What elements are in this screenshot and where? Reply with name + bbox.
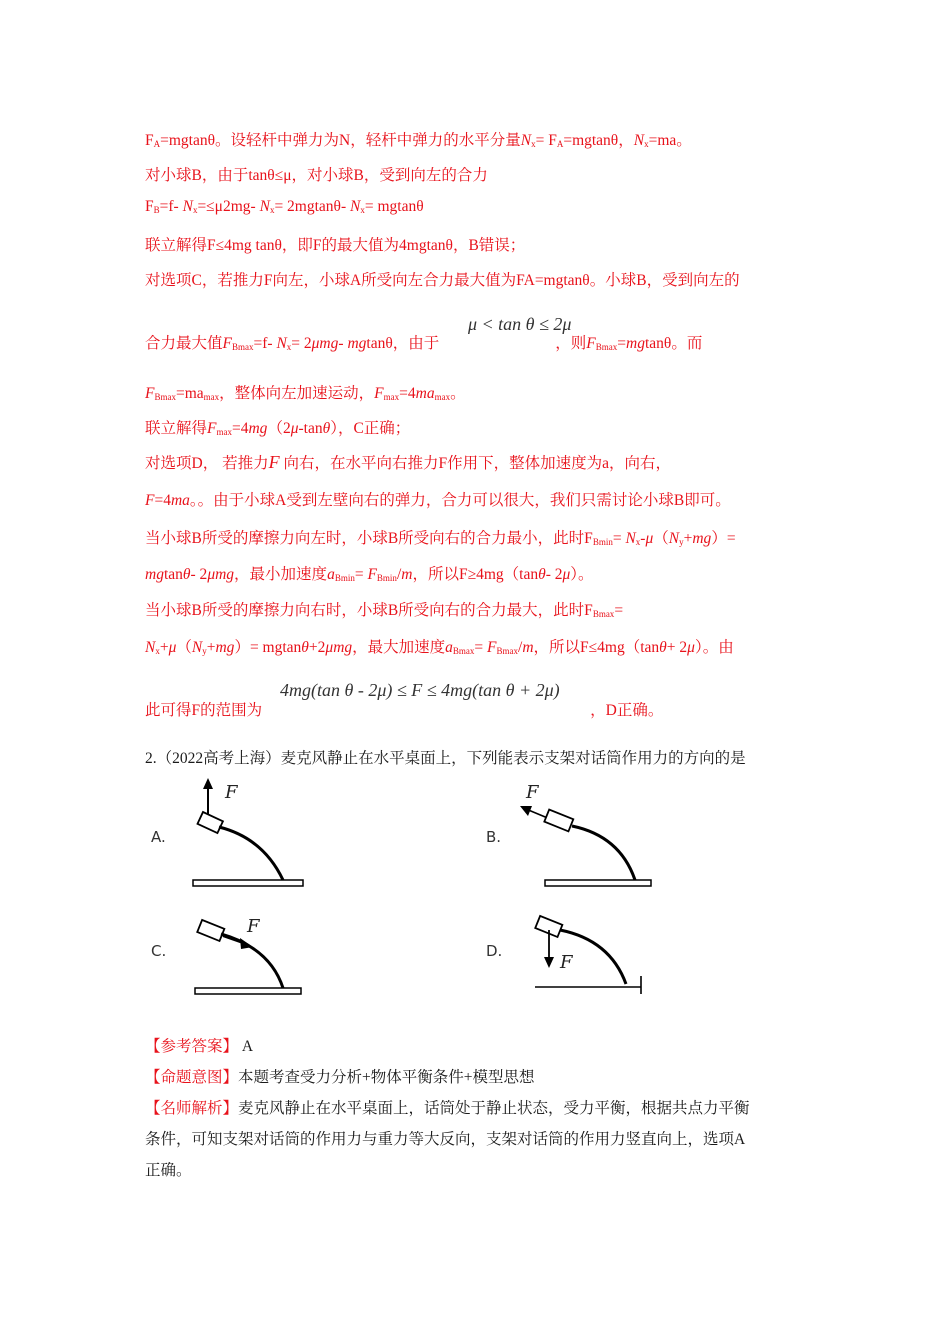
solution-line-6: 合力最大值$F_{Bmax}=f-$ $N_x= 2\mu mg-$ mgtanθ，由于 ，则$F_{Bmax}=mgtan\theta$。而 (145, 335, 703, 352)
option-b-diagram (480, 776, 660, 894)
solution-line-10: F=4ma。。由于小球A受到左壁向右的弹力，合力可以很大，我们只需讨论小球B即可。 (145, 492, 731, 509)
solution-line-8: 联立解得$F_{max}=4mg(2\mu-\tan\theta)$，C正确； (145, 420, 411, 437)
option-b-table (545, 880, 651, 886)
analysis-line-2: 条件，可知支架对话筒的作用力与重力等大反向，支架对话筒的作用力竖直向上，选项A (145, 1131, 746, 1148)
option-a-microphone (197, 812, 222, 833)
option-a-diagram (145, 776, 305, 894)
option-b-force-label: F (526, 782, 539, 803)
solution-line-3: $F_B=f-$ $N_x=\le\mu 2mg-$ $N_x= 2mgtan\theta-$ $N_x= mgtan\theta$ (145, 198, 424, 215)
option-a-table (193, 880, 303, 886)
intent-line: 【命题意图】本题考查受力分析+物体平衡条件+模型思想 (145, 1069, 535, 1086)
option-c-stand (221, 934, 283, 988)
option-d-arrowhead (544, 957, 554, 968)
option-a-letter: A. (151, 828, 166, 846)
solution-line-11: 当小球B所受的摩擦力向左时，小球B所受向右的合力最小，此时$F_{Bmin}= N_x-\mu(N_y+mg)=$ (145, 530, 736, 547)
option-b-letter: B. (486, 828, 502, 846)
solution-line-9: 对选项D， 若推力F 向右，在水平向右推力F作用下，整体加速度为a，向右， (145, 452, 671, 472)
option-c-letter: C. (151, 942, 167, 960)
option-c-diagram (145, 910, 315, 1000)
option-a-stand (219, 827, 283, 880)
analysis-line-3: 正确。 (145, 1162, 192, 1179)
inequality-mu-tan: μ < tan θ ≤ 2μ (468, 314, 572, 334)
solution-line-12: mgtanθ- 2μmg，最小加速度$a_{Bmin}= F_{Bmin}/m$，所以F≥4mg（tanθ- 2μ）。 (145, 566, 594, 583)
question-2-stem: 2.（2022高考上海）麦克风静止在水平桌面上，下列能表示支架对话筒作用力的方向的是 (145, 750, 746, 767)
option-a-force-label: F (225, 782, 238, 803)
option-c-table (195, 988, 301, 994)
option-d-diagram (480, 910, 660, 1000)
option-a-arrowhead (203, 778, 213, 789)
answer-line: 【参考答案】 A (145, 1038, 254, 1055)
solution-line-14: $N_x+\mu(N_y+mg)= mgtan\theta+2\mu mg$，最大加速度$a_{Bmax}= F_{Bmax}/m$，所以F≤4mg（tanθ+ 2μ）。由 (145, 639, 734, 656)
option-b-stand (572, 826, 635, 880)
option-d-force-label: F (560, 952, 573, 973)
solution-line-1: $F_A=mgtan\theta$。设轻杆中弹力为N，轻杆中弹力的水平分量$N_x= F_A=mgtan\theta$，$N_x=ma$。 (145, 132, 692, 149)
solution-line-2: 对小球B，由于tanθ≤μ，对小球B，受到向左的合力 (145, 167, 488, 184)
solution-line-13: 当小球B所受的摩擦力向右时，小球B所受向右的合力最大，此时$F_{Bmax}=$ (145, 602, 624, 619)
range-inequality: 4mg(tan θ - 2μ) ≤ F ≤ 4mg(tan θ + 2μ) (280, 680, 560, 700)
option-b-microphone (544, 810, 573, 832)
option-d-letter: D. (486, 942, 503, 960)
solution-line-7: $F_{Bmax}=ma_{max}$，整体向左加速运动，$F_{max}=4ma_{max}$。 (145, 385, 466, 402)
option-c-force-label: F (247, 916, 260, 937)
solution-line-15: 此可得F的范围为 ，D正确。 (145, 702, 664, 719)
solution-line-4: 联立解得F≤4mg tanθ，即F的最大值为4mgtanθ，B错误； (145, 237, 526, 254)
analysis-line-1: 【名师解析】麦克风静止在水平桌面上，话筒处于静止状态，受力平衡，根据共点力平衡 (145, 1100, 750, 1117)
option-c-microphone (197, 920, 224, 941)
solution-line-5: 对选项C，若推力F向左，小球A所受向左合力最大值为FA=mgtanθ。小球B，受到向左的 (145, 272, 740, 289)
